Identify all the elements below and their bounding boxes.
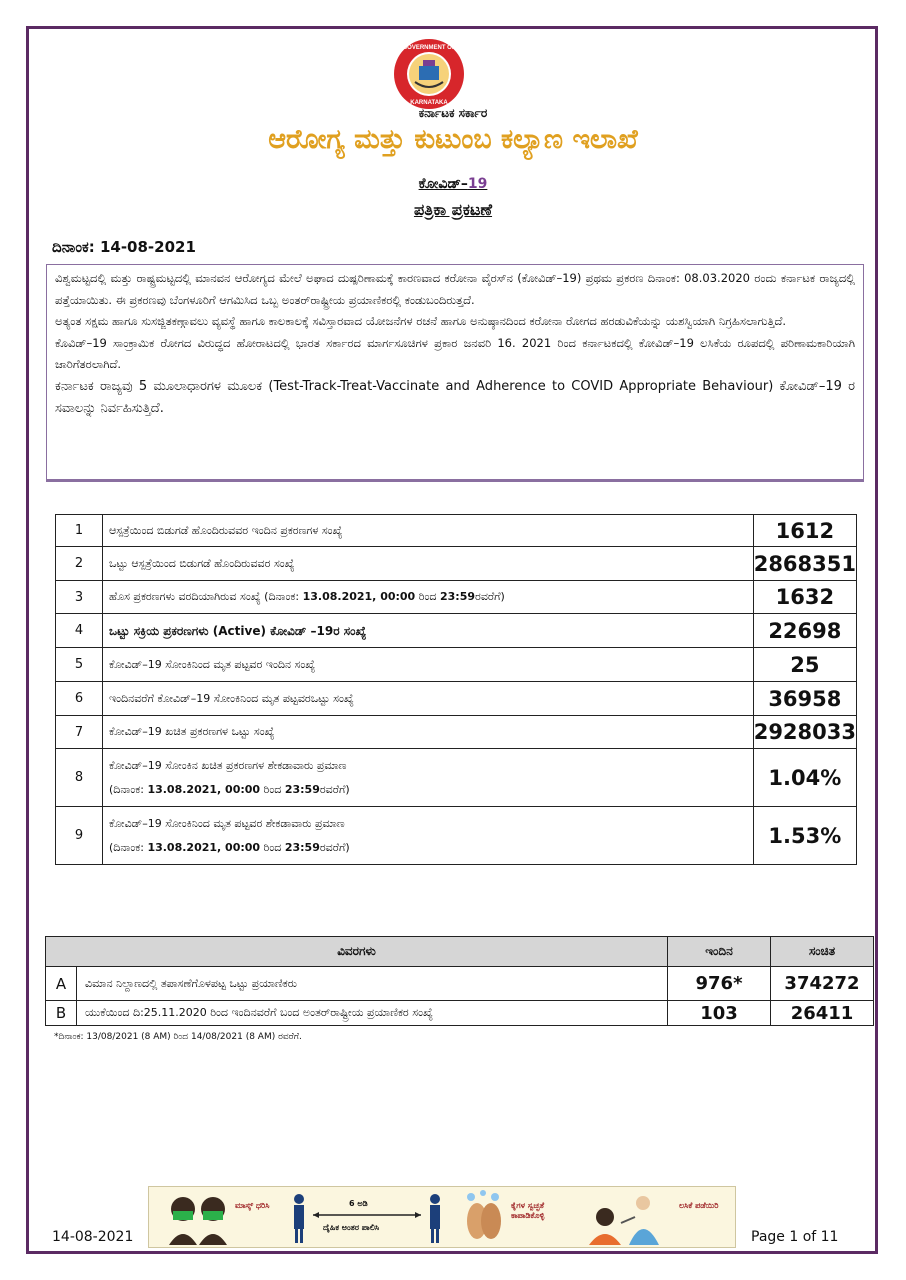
row-label-date: 13.08.2021, 00:00	[147, 782, 261, 796]
row-label-sub: (ದಿನಾಂಕ:	[109, 782, 148, 796]
row-label: ಕೋವಿಡ್–19 ಸೋಂಕಿನಿಂದ ಮೃತ ಪಟ್ಟವರ ಇಂದಿನ ಸಂಖ್ಯೆ	[103, 648, 754, 682]
row-number: 1	[56, 515, 103, 547]
row-value: 1612	[753, 515, 856, 547]
karnataka-seal-icon	[393, 38, 465, 110]
mask-text: ಮಾಸ್ಕ್ ಧರಿಸಿ	[235, 1201, 270, 1210]
header-cumulative: ಸಂಚಿತ	[771, 937, 874, 967]
row-number: 5	[56, 648, 103, 682]
table-row	[56, 515, 857, 547]
department-title: ಆರೋಗ್ಯ ಮತ್ತು ಕುಟುಂಬ ಕಲ್ಯಾಣ ಇಲಾಖೆ	[268, 124, 638, 155]
row-value: 1.53%	[753, 807, 856, 865]
row-label-text: ಹೊಸ ಪ್ರಕರಣಗಳು ವರದಿಯಾಗಿರುವ ಸಂಖ್ಯೆ (ದಿನಾಂಕ:	[109, 590, 303, 603]
row-cumulative: 26411	[771, 1001, 874, 1026]
hand-wash-icon	[459, 1187, 509, 1247]
row-value: 36958	[753, 682, 856, 716]
row-label-mid: ರಿಂದ	[260, 840, 285, 854]
covid-guidelines-banner	[148, 1186, 736, 1248]
row-label-date: 13.08.2021, 00:00	[147, 840, 261, 854]
distance-icon	[287, 1187, 447, 1247]
row-today: 976*	[668, 967, 771, 1001]
row-label: ಯುಕೆಯಿಂದ ದಿ:25.11.2020 ರಿಂದ ಇಂದಿನವರೆಗೆ ಬಂದ ಅಂತರ್‌ರಾಷ್ಟ್ರೀಯ ಪ್ರಯಾಣಿಕರ ಸಂಖ್ಯೆ	[77, 1001, 668, 1026]
row-number: 3	[56, 581, 103, 614]
row-label: ಒಟ್ಟು ಸಕ್ರಿಯ ಪ್ರಕರಣಗಳು (Active) ಕೋವಿಡ್ –19ರ ಸಂಖ್ಯೆ	[103, 614, 754, 648]
vaccine-icon	[581, 1187, 671, 1247]
row-label	[103, 807, 754, 865]
statistics-table	[55, 514, 857, 865]
row-label: ಆಸ್ಪತ್ರೆಯಿಂದ ಬಿಡುಗಡೆ ಹೊಂದಿರುವವರ ಇಂದಿನ ಪ್ರಕರಣಗಳ ಸಂಖ್ಯೆ	[103, 515, 754, 547]
intro-paragraph-2: ಅತ್ಯಂತ ಸಕ್ಷಮ ಹಾಗೂ ಸುಸಜ್ಜಿತಕಣ್ಗಾವಲು ವ್ಯವಸ್ಥೆ ಹಾಗೂ ಕಾಲಕಾಲಕ್ಕೆ ಸವಿಸ್ತಾರವಾದ ಯೋಜನೆಗಳ ರಚನೆ ಹಾಗೂ ಅನುಷ್ಠಾನದಿಂದ ಕರೋನಾ ರೋಗದ ಹರಡುವಿಕೆಯನ್ನು ಯಶಸ್ವಿಯಾಗಿ ನಿಗ್ರಹಿಸಲಾಗುತ್ತಿದೆ.	[55, 314, 786, 328]
row-label-text: ಕೋವಿಡ್–19 ಸೋಂಕಿನಿಂದ ಮೃತ ಪಟ್ಟವರ ಶೇಕಡಾವಾರು ಪ್ರಮಾಣ	[109, 816, 345, 830]
arrivals-footnote: *ದಿನಾಂಕ: 13/08/2021 (8 AM) ರಿಂದ 14/08/2021 (8 AM) ರವರೆಗೆ.	[54, 1032, 302, 1042]
mask-people-icon	[163, 1187, 233, 1247]
covid-number: 19	[467, 176, 488, 192]
distance-top-text: 6 ಅಡಿ	[349, 1199, 368, 1208]
row-label-date: 13.08.2021, 00:00	[302, 590, 416, 603]
row-number: 2	[56, 547, 103, 581]
row-label	[103, 581, 754, 614]
row-label-mid: ರಿಂದ	[260, 782, 285, 796]
row-label-text: ಕೋವಿಡ್–19 ಸೋಂಕಿನ ಖಚಿತ ಪ್ರಕರಣಗಳ ಶೇಕಡಾವಾರು ಪ್ರಮಾಣ	[109, 758, 347, 772]
row-label-end: ರವರೆಗೆ)	[319, 782, 350, 796]
row-number: 8	[56, 749, 103, 807]
row-number: 7	[56, 716, 103, 749]
page-number: Page 1 of 11	[751, 1229, 839, 1245]
row-key: B	[46, 1001, 77, 1026]
table-row	[56, 648, 857, 682]
table-header-row	[46, 937, 874, 967]
table-row	[56, 807, 857, 865]
row-label: ಒಟ್ಟು ಆಸ್ಪತ್ರೆಯಿಂದ ಬಿಡುಗಡೆ ಹೊಂದಿರುವವರ ಸಂಖ್ಯೆ	[103, 547, 754, 581]
row-cumulative: 374272	[771, 967, 874, 1001]
row-label	[103, 749, 754, 807]
row-label-end: ರವರೆಗೆ)	[319, 840, 350, 854]
distance-bottom-text: ದೈಹಿಕ ಅಂತರ ಪಾಲಿಸಿ	[323, 1223, 380, 1232]
table-row	[56, 716, 857, 749]
row-value: 25	[753, 648, 856, 682]
header-details: ವಿವರಗಳು	[46, 937, 668, 967]
row-value: 1632	[753, 581, 856, 614]
table-row	[46, 1001, 874, 1026]
row-number: 6	[56, 682, 103, 716]
row-label: ವಿಮಾನ ನಿಲ್ದಾಣದಲ್ಲಿ ತಪಾಸಣೆಗೊಳಪಟ್ಟ ಒಟ್ಟು ಪ್ರಯಾಣಿಕರು	[77, 967, 668, 1001]
row-label: ಇಂದಿನವರೆಗೆ ಕೋವಿಡ್–19 ಸೋಂಕಿನಿಂದ ಮೃತ ಪಟ್ಟವರಒಟ್ಟು ಸಂಖ್ಯೆ	[103, 682, 754, 716]
row-value: 22698	[753, 614, 856, 648]
row-number: 4	[56, 614, 103, 648]
row-value: 2868351	[753, 547, 856, 581]
row-label: ಕೋವಿಡ್–19 ಖಚಿತ ಪ್ರಕರಣಗಳ ಒಟ್ಟು ಸಂಖ್ಯೆ	[103, 716, 754, 749]
row-today: 103	[668, 1001, 771, 1026]
covid-prefix: ಕೋವಿಡ್–	[418, 176, 468, 192]
intro-paragraph-4: ಕರ್ನಾಟಕ ರಾಜ್ಯವು 5 ಮೂಲಾಧಾರಗಳ ಮೂಲಕ (Test-Track-Treat-Vaccinate and Adherence to COVID Appropriate Behaviour) ಕೋವಿಡ್–19 ರ ಸವಾಲನ್ನು ನಿರ್ವಹಿಸುತ್ತಿದೆ.	[55, 378, 855, 416]
row-label-time: 23:59	[440, 590, 476, 603]
row-label-sub: (ದಿನಾಂಕ:	[109, 840, 148, 854]
row-label-time: 23:59	[284, 782, 320, 796]
svg-text:GOVERNMENT OF: GOVERNMENT OF	[402, 45, 456, 51]
government-label: ಕರ್ನಾಟಕ ಸರ್ಕಾರ	[418, 106, 488, 120]
covid-heading	[0, 176, 906, 192]
press-release-heading: ಪತ್ರಿಕಾ ಪ್ರಕಟಣೆ	[413, 200, 493, 219]
table-row	[56, 614, 857, 648]
row-number: 9	[56, 807, 103, 865]
row-value: 1.04%	[753, 749, 856, 807]
row-value: 2928033	[753, 716, 856, 749]
row-key: A	[46, 967, 77, 1001]
release-date: ದಿನಾಂಕ: 14-08-2021	[52, 238, 196, 256]
footer-date: 14-08-2021	[52, 1229, 134, 1245]
intro-paragraph-3: ಕೊವಿಡ್–19 ಸಾಂಕ್ರಾಮಿಕ ರೋಗದ ವಿರುದ್ಧದ ಹೋರಾಟದಲ್ಲಿ ಭಾರತ ಸರ್ಕಾರದ ಮಾರ್ಗಸೂಚಿಗಳ ಪ್ರಕಾರ ಜನವರಿ 16. 2021 ರಿಂದ ಕರ್ನಾಟಕದಲ್ಲಿ ಕೋವಿಡ್–19 ಲಸಿಕೆಯ ರೂಪದಲ್ಲಿ ಪರಿಣಾಮಕಾರಿಯಾಗಿ ಜಾರಿಗೆತರಲಾಗಿದೆ.	[55, 335, 855, 371]
intro-box	[46, 264, 864, 482]
row-label-mid: ರಿಂದ	[415, 590, 440, 603]
intro-paragraph-1: ವಿಶ್ವಮಟ್ಟದಲ್ಲಿ ಮತ್ತು ರಾಷ್ಟ್ರಮಟ್ಟದಲ್ಲಿ ಮಾನವನ ಆರೋಗ್ಯದ ಮೇಲೆ ಅಘಾದ ದುಷ್ಪರಿಣಾಮಕ್ಕೆ ಕಾರಣವಾದ ಕರೋನಾ ವೈರಸ್‌ನ (ಕೋವಿಡ್–19) ಪ್ರಥಮ ಪ್ರಕರಣ ದಿನಾಂಕ: 08.03.2020 ರಂದು ಕರ್ನಾಟಕ ರಾಜ್ಯದಲ್ಲಿ ಪತ್ತೆಯಾಯಿತು. ಈ ಪ್ರಕರಣವು ಬೆಂಗಳೂರಿಗೆ ಆಗಮಿಸಿದ ಒಬ್ಬ ಅಂತರ್‌ರಾಷ್ಟ್ರೀಯ ಪ್ರಯಾಣಿಕರಲ್ಲಿ ಕಂಡುಬಂದಿರುತ್ತದೆ.	[55, 271, 855, 307]
table-row	[56, 682, 857, 716]
row-label-end: ರವರೆಗೆ)	[475, 590, 505, 603]
hands-text: ಕೈಗಳ ಸ್ವಚ್ಛತೆ ಕಾಪಾಡಿಕೊಳ್ಳಿ	[511, 1201, 545, 1220]
svg-text:KARNATAKA: KARNATAKA	[410, 100, 448, 106]
header-today: ಇಂದಿನ	[668, 937, 771, 967]
vaccine-text: ಲಸಿಕೆ ಪಡೆಯಿರಿ	[679, 1201, 719, 1210]
arrivals-table	[45, 936, 874, 1026]
row-label-time: 23:59	[284, 840, 320, 854]
table-row	[56, 581, 857, 614]
table-row	[56, 749, 857, 807]
table-row	[56, 547, 857, 581]
table-row	[46, 967, 874, 1001]
